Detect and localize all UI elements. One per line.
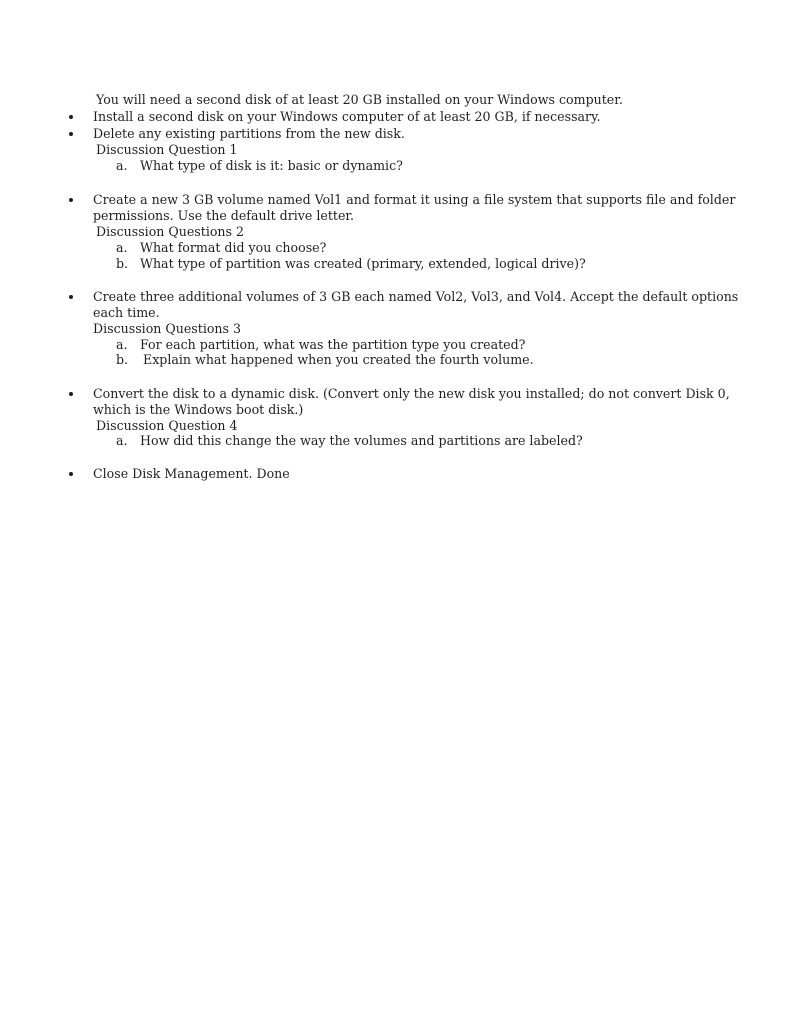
bullet-icon — [69, 295, 73, 299]
step-create-additional-volumes-line2: each time. — [93, 305, 160, 320]
step-close-disk-management: Close Disk Management. Done — [93, 466, 290, 481]
discussion-question-2-heading: Discussion Questions 2 — [96, 224, 245, 239]
bullet-icon — [69, 115, 73, 119]
dq2-item-b: What type of partition was created (primary, extended, logical drive)? — [140, 256, 586, 271]
list-marker: a. — [116, 158, 128, 173]
list-marker: a. — [116, 240, 128, 255]
bullet-icon — [69, 392, 73, 396]
discussion-question-3-heading: Discussion Questions 3 — [93, 321, 242, 336]
list-marker: b. — [116, 352, 129, 367]
step-convert-dynamic-line1: Convert the disk to a dynamic disk. (Convert only the new disk you installed; do not convert Disk 0, — [93, 386, 730, 401]
step-create-vol1-line1: Create a new 3 GB volume named Vol1 and format it using a file system that supports file and folder — [93, 192, 736, 207]
dq4-item-a: How did this change the way the volumes and partitions are labeled? — [140, 433, 583, 448]
list-marker: b. — [116, 256, 129, 271]
bullet-icon — [69, 198, 73, 202]
dq3-item-b: Explain what happened when you created the fourth volume. — [143, 352, 534, 367]
dq2-item-a: What format did you choose? — [140, 240, 327, 255]
intro-text: You will need a second disk of at least 20 GB installed on your Windows computer. — [96, 92, 623, 107]
bullet-icon — [69, 472, 73, 476]
list-marker: a. — [116, 337, 128, 352]
dq1-item-a: What type of disk is it: basic or dynamic? — [140, 158, 403, 173]
discussion-question-4-heading: Discussion Question 4 — [96, 418, 238, 433]
step-delete-partitions: Delete any existing partitions from the new disk. — [93, 126, 405, 141]
dq3-item-a: For each partition, what was the partition type you created? — [140, 337, 526, 352]
step-create-additional-volumes-line1: Create three additional volumes of 3 GB each named Vol2, Vol3, and Vol4. Accept the default options — [93, 289, 739, 304]
discussion-question-1-heading: Discussion Question 1 — [96, 142, 238, 157]
step-create-vol1-line2: permissions. Use the default drive letter. — [93, 208, 355, 223]
bullet-icon — [69, 132, 73, 136]
list-marker: a. — [116, 433, 128, 448]
step-convert-dynamic-line2: which is the Windows boot disk.) — [93, 402, 304, 417]
step-install-disk: Install a second disk on your Windows computer of at least 20 GB, if necessary. — [93, 109, 601, 124]
